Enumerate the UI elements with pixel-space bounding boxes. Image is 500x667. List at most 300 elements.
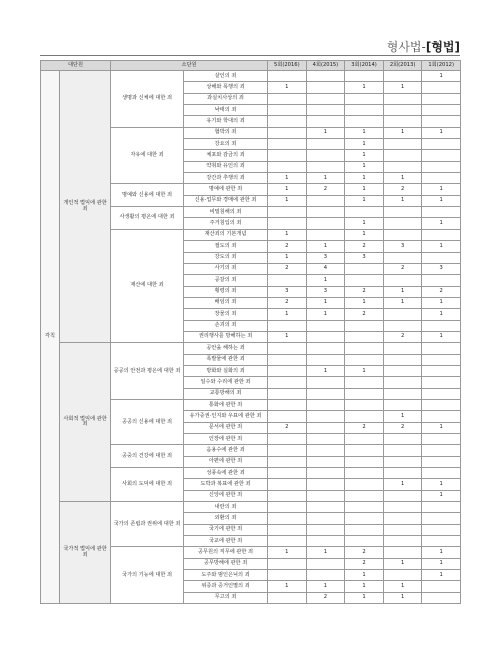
sub-topic-label: 배임의 죄 xyxy=(184,297,268,308)
group-label: 재산에 대한 죄 xyxy=(111,229,184,342)
sub-topic-label: 교통방해의 죄 xyxy=(184,388,268,399)
year-count-cell: 1 xyxy=(268,252,307,263)
year-count-cell: 1 xyxy=(268,184,307,195)
year-count-cell xyxy=(422,82,461,93)
group-label: 국가의 존립과 권위에 대한 죄 xyxy=(111,502,184,547)
year-count-cell xyxy=(268,456,307,467)
year-count-cell xyxy=(383,320,422,331)
year-count-cell: 1 xyxy=(422,71,461,82)
year-count-cell xyxy=(268,71,307,82)
year-count-cell: 1 xyxy=(422,422,461,433)
year-count-cell xyxy=(383,570,422,581)
year-count-cell xyxy=(306,434,345,445)
year-count-cell xyxy=(383,161,422,172)
year-count-cell xyxy=(268,399,307,410)
sub-topic-label: 신용·업무와 경매에 관한 죄 xyxy=(184,195,268,206)
year-count-cell xyxy=(268,275,307,286)
year-count-cell: 1 xyxy=(383,411,422,422)
year-count-cell: 3 xyxy=(306,286,345,297)
year-count-cell: 1 xyxy=(345,184,384,195)
year-count-cell xyxy=(345,399,384,410)
sub-topic-label: 공무방해에 관한 죄 xyxy=(184,558,268,569)
sub-topic-label: 권리행사를 방해하는 죄 xyxy=(184,331,268,342)
gak-label: 각칙 xyxy=(41,71,60,604)
group-label: 공공의 안전과 평온에 대한 죄 xyxy=(111,343,184,400)
sub-topic-label: 폭발물에 관한 죄 xyxy=(184,354,268,365)
year-count-cell: 2 xyxy=(268,297,307,308)
sub-topic-label: 도박과 복표에 관한 죄 xyxy=(184,479,268,490)
year-count-cell: 1 xyxy=(345,570,384,581)
table-row xyxy=(41,502,461,513)
year-count-cell: 4 xyxy=(306,263,345,274)
year-count-cell: 1 xyxy=(345,82,384,93)
year-count-cell xyxy=(345,354,384,365)
year-count-cell xyxy=(306,116,345,127)
year-count-cell xyxy=(422,524,461,535)
year-count-cell xyxy=(383,105,422,116)
group-label: 생명과 신체에 대한 죄 xyxy=(111,71,184,128)
year-count-cell xyxy=(306,320,345,331)
year-count-cell xyxy=(422,354,461,365)
year-count-cell xyxy=(345,275,384,286)
year-count-cell xyxy=(422,434,461,445)
year-count-cell xyxy=(268,513,307,524)
year-count-cell: 1 xyxy=(345,592,384,603)
year-count-cell xyxy=(345,490,384,501)
year-count-cell xyxy=(345,377,384,388)
year-count-cell: 1 xyxy=(422,195,461,206)
year-count-cell xyxy=(383,456,422,467)
year-count-cell xyxy=(345,93,384,104)
year-count-cell xyxy=(268,105,307,116)
year-count-cell: 1 xyxy=(268,547,307,558)
year-count-cell xyxy=(383,434,422,445)
year-count-cell xyxy=(268,592,307,603)
year-count-cell xyxy=(422,445,461,456)
year-count-cell: 1 xyxy=(345,195,384,206)
sub-topic-label: 유기와 학대의 죄 xyxy=(184,116,268,127)
year-count-cell: 1 xyxy=(422,570,461,581)
year-count-cell xyxy=(345,71,384,82)
year-count-cell: 1 xyxy=(422,297,461,308)
year-count-cell xyxy=(306,82,345,93)
year-count-cell: 1 xyxy=(383,195,422,206)
year-count-cell: 1 xyxy=(268,173,307,184)
year-count-cell xyxy=(422,229,461,240)
year-count-cell: 1 xyxy=(268,309,307,320)
year-count-cell xyxy=(422,388,461,399)
year-count-cell xyxy=(306,468,345,479)
year-count-cell xyxy=(268,468,307,479)
year-count-cell xyxy=(422,502,461,513)
year-count-cell: 1 xyxy=(422,331,461,342)
group-label: 사회의 도덕에 대한 죄 xyxy=(111,468,184,502)
sub-topic-label: 위증과 증거인멸의 죄 xyxy=(184,581,268,592)
sub-topic-label: 협박의 죄 xyxy=(184,127,268,138)
year-count-cell: 1 xyxy=(268,581,307,592)
table-row xyxy=(41,71,461,82)
year-count-cell xyxy=(422,116,461,127)
sub-topic-label: 사기의 죄 xyxy=(184,263,268,274)
year-count-cell xyxy=(268,320,307,331)
sub-topic-label: 공갈의 죄 xyxy=(184,275,268,286)
sub-topic-label: 낙태의 죄 xyxy=(184,105,268,116)
year-count-cell xyxy=(268,161,307,172)
year-count-cell xyxy=(268,150,307,161)
sub-topic-label: 절도의 죄 xyxy=(184,241,268,252)
year-count-cell: 2 xyxy=(345,309,384,320)
sub-topic-label: 음용수에 관한 죄 xyxy=(184,445,268,456)
year-count-cell: 1 xyxy=(422,479,461,490)
year-count-cell xyxy=(306,377,345,388)
year-count-cell: 3 xyxy=(422,263,461,274)
year-count-cell: 1 xyxy=(422,218,461,229)
sub-topic-label: 장물의 죄 xyxy=(184,309,268,320)
year-count-cell: 1 xyxy=(345,173,384,184)
sub-topic-label: 명예에 관한 죄 xyxy=(184,184,268,195)
year-count-cell xyxy=(383,229,422,240)
year-count-cell xyxy=(422,320,461,331)
year-count-cell xyxy=(306,536,345,547)
year-count-cell xyxy=(383,93,422,104)
table-header-row xyxy=(41,61,461,71)
year-count-cell xyxy=(306,558,345,569)
year-count-cell: 1 xyxy=(422,184,461,195)
sub-topic-label: 외환의 죄 xyxy=(184,513,268,524)
year-count-cell: 1 xyxy=(345,581,384,592)
table-body xyxy=(41,71,461,604)
year-count-cell xyxy=(383,218,422,229)
year-count-cell xyxy=(268,93,307,104)
header-title-bold: [형법] xyxy=(425,40,460,54)
sub-topic-label: 도주와 범인은닉의 죄 xyxy=(184,570,268,581)
year-count-cell xyxy=(345,445,384,456)
year-count-cell xyxy=(345,456,384,467)
year-count-cell xyxy=(268,218,307,229)
year-count-cell xyxy=(383,275,422,286)
year-count-cell xyxy=(383,388,422,399)
year-count-cell xyxy=(345,513,384,524)
year-count-cell xyxy=(422,456,461,467)
year-count-cell xyxy=(306,456,345,467)
year-count-cell xyxy=(422,105,461,116)
year-count-cell: 2 xyxy=(345,547,384,558)
year-count-cell xyxy=(383,365,422,376)
year-count-cell xyxy=(306,524,345,535)
header-prefix: 형사법- xyxy=(386,40,426,54)
year-count-cell xyxy=(306,445,345,456)
column-header-year: 1회(2012) xyxy=(422,61,461,71)
year-count-cell: 2 xyxy=(345,422,384,433)
year-count-cell xyxy=(422,468,461,479)
sub-topic-label: 성풍속에 관한 죄 xyxy=(184,468,268,479)
year-count-cell xyxy=(422,411,461,422)
year-count-cell xyxy=(306,161,345,172)
sub-topic-label: 상해와 폭행의 죄 xyxy=(184,82,268,93)
year-count-cell: 1 xyxy=(345,150,384,161)
year-count-cell: 2 xyxy=(345,286,384,297)
year-count-cell xyxy=(422,252,461,263)
year-count-cell xyxy=(422,150,461,161)
table-row xyxy=(41,343,461,354)
group-label: 명예와 신용에 대한 죄 xyxy=(111,184,184,207)
sub-topic-label: 무고의 죄 xyxy=(184,592,268,603)
year-count-cell xyxy=(306,105,345,116)
year-count-cell: 1 xyxy=(422,558,461,569)
year-count-cell xyxy=(306,139,345,150)
year-count-cell: 2 xyxy=(268,241,307,252)
year-count-cell xyxy=(383,377,422,388)
year-count-cell: 1 xyxy=(422,127,461,138)
group-label: 자유에 대한 죄 xyxy=(111,127,184,184)
year-count-cell: 1 xyxy=(422,490,461,501)
year-count-cell xyxy=(422,343,461,354)
year-count-cell xyxy=(306,93,345,104)
year-count-cell xyxy=(268,207,307,218)
year-count-cell: 1 xyxy=(306,241,345,252)
sub-topic-label: 살인의 죄 xyxy=(184,71,268,82)
year-count-cell xyxy=(306,150,345,161)
group-label: 공공의 신용에 대한 죄 xyxy=(111,399,184,444)
year-count-cell: 3 xyxy=(383,241,422,252)
year-count-cell: 1 xyxy=(383,297,422,308)
sub-topic-label: 강요의 죄 xyxy=(184,139,268,150)
year-count-cell: 1 xyxy=(345,127,384,138)
year-count-cell xyxy=(306,422,345,433)
year-count-cell: 1 xyxy=(306,581,345,592)
sub-topic-label: 공무원의 직무에 관한 죄 xyxy=(184,547,268,558)
year-count-cell: 3 xyxy=(268,286,307,297)
year-count-cell: 1 xyxy=(383,127,422,138)
column-header-main: 대단원 xyxy=(41,61,111,71)
year-count-cell xyxy=(306,479,345,490)
main-section-label: 국가적 법익에 관한 죄 xyxy=(60,502,111,604)
year-count-cell: 2 xyxy=(345,241,384,252)
year-count-cell xyxy=(306,207,345,218)
column-header-year: 4회(2015) xyxy=(306,61,345,71)
year-count-cell: 1 xyxy=(268,82,307,93)
year-count-cell xyxy=(268,388,307,399)
year-count-cell xyxy=(306,570,345,581)
year-count-cell xyxy=(306,411,345,422)
year-count-cell xyxy=(306,502,345,513)
sub-topic-label: 손괴의 죄 xyxy=(184,320,268,331)
year-count-cell xyxy=(268,354,307,365)
year-count-cell: 1 xyxy=(383,558,422,569)
main-section-label: 개인적 법익에 관한 죄 xyxy=(60,71,111,343)
year-count-cell xyxy=(345,502,384,513)
main-section-label: 사회적 법익에 관한 죄 xyxy=(60,343,111,502)
year-count-cell xyxy=(268,434,307,445)
year-count-cell xyxy=(383,524,422,535)
year-count-cell xyxy=(345,263,384,274)
year-count-cell xyxy=(268,445,307,456)
year-count-cell: 1 xyxy=(383,479,422,490)
year-count-cell xyxy=(345,320,384,331)
group-label: 국가의 기능에 대한 죄 xyxy=(111,547,184,604)
year-count-cell: 2 xyxy=(268,422,307,433)
year-count-cell xyxy=(345,468,384,479)
year-count-cell xyxy=(306,195,345,206)
year-count-cell: 2 xyxy=(383,184,422,195)
year-count-cell xyxy=(383,139,422,150)
year-count-cell: 1 xyxy=(345,218,384,229)
year-count-cell xyxy=(383,309,422,320)
year-count-cell xyxy=(345,105,384,116)
year-count-cell xyxy=(306,331,345,342)
year-count-cell xyxy=(422,275,461,286)
year-count-cell xyxy=(268,411,307,422)
sub-topic-label: 약취와 유인의 죄 xyxy=(184,161,268,172)
sub-topic-label: 방화와 실화의 죄 xyxy=(184,365,268,376)
year-count-cell: 1 xyxy=(422,309,461,320)
year-count-cell xyxy=(345,331,384,342)
year-count-cell xyxy=(383,343,422,354)
year-count-cell: 1 xyxy=(306,275,345,286)
group-label: 사생활의 평온에 대한 죄 xyxy=(111,207,184,230)
year-count-cell: 1 xyxy=(306,173,345,184)
year-count-cell: 1 xyxy=(345,139,384,150)
year-count-cell xyxy=(383,354,422,365)
year-count-cell xyxy=(268,139,307,150)
year-count-cell xyxy=(345,536,384,547)
year-count-cell xyxy=(345,479,384,490)
year-count-cell xyxy=(306,71,345,82)
year-count-cell xyxy=(268,127,307,138)
year-count-cell xyxy=(383,71,422,82)
sub-topic-label: 강도의 죄 xyxy=(184,252,268,263)
year-count-cell xyxy=(345,524,384,535)
year-count-cell: 1 xyxy=(268,229,307,240)
year-count-cell xyxy=(345,411,384,422)
sub-topic-label: 인장에 관한 죄 xyxy=(184,434,268,445)
year-count-cell xyxy=(383,490,422,501)
sub-topic-label: 신앙에 관한 죄 xyxy=(184,490,268,501)
year-count-cell: 2 xyxy=(383,331,422,342)
year-count-cell xyxy=(268,570,307,581)
year-count-cell xyxy=(345,207,384,218)
year-count-cell xyxy=(268,343,307,354)
year-count-cell: 2 xyxy=(306,592,345,603)
year-count-cell xyxy=(306,229,345,240)
year-count-cell: 1 xyxy=(383,581,422,592)
sub-topic-label: 강간과 추행의 죄 xyxy=(184,173,268,184)
sub-topic-label: 과실치사상의 죄 xyxy=(184,93,268,104)
year-count-cell xyxy=(268,377,307,388)
sub-topic-label: 공안을 해하는 죄 xyxy=(184,343,268,354)
sub-topic-label: 국교에 관한 죄 xyxy=(184,536,268,547)
year-count-cell: 3 xyxy=(306,252,345,263)
column-header-year: 2회(2013) xyxy=(383,61,422,71)
year-count-cell xyxy=(383,445,422,456)
year-count-cell xyxy=(383,252,422,263)
year-count-cell: 1 xyxy=(383,286,422,297)
sub-topic-label: 비밀침해의 죄 xyxy=(184,207,268,218)
group-label: 공중의 건강에 대한 죄 xyxy=(111,445,184,468)
year-count-cell: 1 xyxy=(306,547,345,558)
sub-topic-label: 국기에 관한 죄 xyxy=(184,524,268,535)
year-count-cell: 1 xyxy=(306,297,345,308)
year-count-cell xyxy=(306,399,345,410)
year-count-cell xyxy=(268,365,307,376)
year-count-cell: 1 xyxy=(422,547,461,558)
year-count-cell xyxy=(422,377,461,388)
sub-topic-label: 내란의 죄 xyxy=(184,502,268,513)
year-count-cell xyxy=(422,536,461,547)
sub-topic-label: 재산죄의 기본개념 xyxy=(184,229,268,240)
year-count-cell: 2 xyxy=(306,184,345,195)
sub-topic-label: 유가증권·인지와 우표에 관한 죄 xyxy=(184,411,268,422)
year-count-cell xyxy=(306,490,345,501)
year-count-cell: 3 xyxy=(345,252,384,263)
year-count-cell xyxy=(345,116,384,127)
year-count-cell: 2 xyxy=(345,558,384,569)
year-count-cell xyxy=(383,116,422,127)
year-count-cell xyxy=(422,365,461,376)
year-count-cell: 1 xyxy=(345,161,384,172)
year-count-cell: 1 xyxy=(306,365,345,376)
year-count-cell xyxy=(383,150,422,161)
sub-topic-label: 체포와 감금의 죄 xyxy=(184,150,268,161)
sub-topic-label: 아편에 관한 죄 xyxy=(184,456,268,467)
year-count-cell xyxy=(306,218,345,229)
sub-topic-label: 문서에 관한 죄 xyxy=(184,422,268,433)
year-count-cell xyxy=(383,502,422,513)
year-count-cell xyxy=(383,536,422,547)
year-count-cell xyxy=(383,513,422,524)
year-count-cell xyxy=(345,343,384,354)
year-count-cell: 2 xyxy=(383,263,422,274)
column-header-sub: 소단원 xyxy=(111,61,268,71)
year-count-cell xyxy=(422,173,461,184)
year-count-cell xyxy=(383,547,422,558)
year-count-cell xyxy=(383,468,422,479)
year-count-cell xyxy=(268,524,307,535)
page-header-title xyxy=(387,38,460,55)
year-count-cell xyxy=(422,139,461,150)
year-count-cell xyxy=(306,388,345,399)
exam-frequency-table xyxy=(40,60,461,604)
sub-topic-label: 통화에 관한 죄 xyxy=(184,399,268,410)
year-count-cell xyxy=(268,558,307,569)
year-count-cell xyxy=(422,581,461,592)
year-count-cell xyxy=(268,502,307,513)
year-count-cell: 1 xyxy=(268,195,307,206)
year-count-cell xyxy=(422,207,461,218)
year-count-cell xyxy=(268,116,307,127)
year-count-cell xyxy=(383,399,422,410)
year-count-cell: 1 xyxy=(306,127,345,138)
year-count-cell xyxy=(345,388,384,399)
year-count-cell: 2 xyxy=(383,422,422,433)
year-count-cell: 2 xyxy=(268,263,307,274)
year-count-cell xyxy=(306,354,345,365)
column-header-year: 3회(2014) xyxy=(345,61,384,71)
year-count-cell xyxy=(422,399,461,410)
year-count-cell xyxy=(422,161,461,172)
year-count-cell: 1 xyxy=(383,592,422,603)
year-count-cell xyxy=(306,343,345,354)
year-count-cell: 1 xyxy=(345,297,384,308)
year-count-cell: 1 xyxy=(268,331,307,342)
year-count-cell xyxy=(422,513,461,524)
year-count-cell xyxy=(422,592,461,603)
year-count-cell xyxy=(306,513,345,524)
sub-topic-label: 일수와 수리에 관한 죄 xyxy=(184,377,268,388)
header-divider xyxy=(40,55,460,56)
year-count-cell xyxy=(268,490,307,501)
year-count-cell: 1 xyxy=(422,241,461,252)
